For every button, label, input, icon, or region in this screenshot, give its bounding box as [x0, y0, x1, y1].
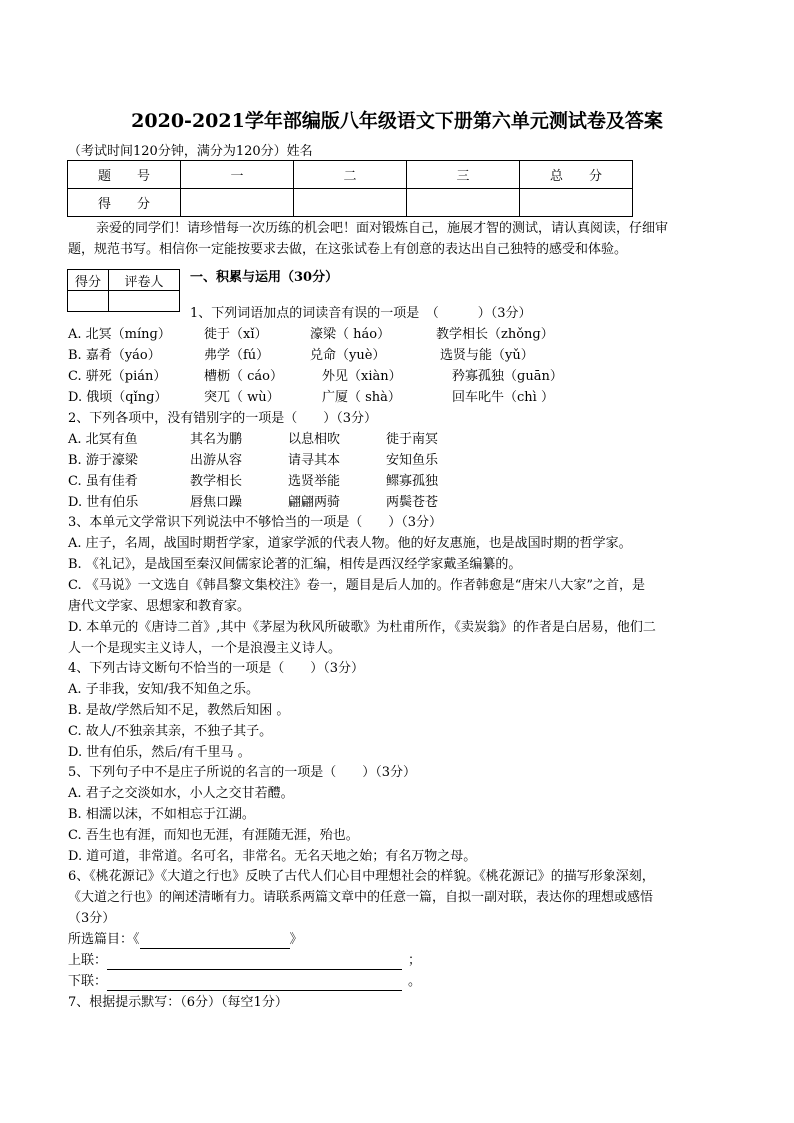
option-cell: 回车叱牛（chì ）: [452, 390, 554, 405]
chosen-article-label: 所选篇目：《: [68, 932, 140, 947]
option-cell: 弗学（fú）: [204, 348, 270, 363]
option-cell: 槽枥（ cáo）: [204, 369, 283, 384]
exam-info: （考试时间120分钟，满分为120分）姓名: [68, 144, 313, 159]
lower-couplet-label: 下联：: [68, 974, 108, 989]
option-cell: 外见（xiàn）: [322, 369, 402, 384]
lower-couplet-end: 。: [408, 974, 422, 989]
score-header-cell: 一: [181, 161, 294, 189]
option-cell: 徙于南冥: [386, 432, 439, 447]
option-cell: 翩翩两骑: [288, 495, 341, 510]
option-cell: 唇焦口躁: [190, 495, 243, 510]
option-line: C. 《马说》一文选自《韩昌黎文集校注》卷一，题目是后人加的。作者韩愈是“唐宋八大家”之首，是: [68, 578, 646, 593]
option-cell: C. 骈死（pián）: [68, 369, 167, 384]
option-cell: B. 游于濠梁: [68, 453, 138, 468]
upper-couplet-end: ；: [408, 953, 422, 968]
option-line: A. 庄子，名周，战国时期哲学家，道家学派的代表人物。他的好友惠施，也是战国时期的哲学家。: [68, 536, 632, 551]
score-header-cell: 题 号: [68, 161, 181, 189]
option-cell: 安知鱼乐: [386, 453, 439, 468]
section-title: 一、积累与运用（30分）: [190, 270, 339, 285]
upper-couplet-row: [68, 952, 421, 970]
option-cell: 选贤举能: [288, 474, 341, 489]
score-cell[interactable]: [520, 189, 633, 217]
option-cell: 鳏寡孤独: [386, 474, 439, 489]
option-cell: 出游从容: [190, 453, 243, 468]
option-cell: A. 北冥有鱼: [68, 432, 138, 447]
score-table: [67, 160, 633, 217]
option-cell: 请寻其本: [288, 453, 341, 468]
score-cell[interactable]: [407, 189, 520, 217]
option-cell: 其名为鹏: [190, 432, 243, 447]
question-stem: 《大道之行也》的阐述清晰有力。请联系两篇文章中的任意一篇，自拟一副对联，表达你的理想或感悟: [68, 890, 654, 905]
grader-table: [67, 269, 180, 312]
score-table-score-row: [68, 189, 633, 217]
question-stem: 4、下列古诗文断句不恰当的一项是（ ）（3分）: [68, 661, 365, 676]
upper-couplet-blank[interactable]: [107, 953, 402, 970]
option-cell: 以息相吹: [288, 432, 341, 447]
option-cell: D. 世有伯乐: [68, 495, 139, 510]
score-row-label: 得 分: [68, 189, 181, 217]
option-cell: 兑命（yuè）: [310, 348, 386, 363]
option-row: [68, 389, 563, 407]
score-header-cell: 三: [407, 161, 520, 189]
option-line: D. 世有伯乐，然后/有千里马 。: [68, 745, 251, 760]
grader-name-cell[interactable]: [109, 291, 180, 312]
option-line: A. 子非我，安知/我不知鱼之乐。: [68, 682, 260, 697]
option-line: C. 吾生也有涯，而知也无涯，有涯随无涯，殆也。: [68, 828, 359, 843]
score-header-cell: 二: [294, 161, 407, 189]
chosen-article-row: [68, 931, 303, 949]
option-cell: 徙于（xǐ）: [204, 327, 268, 342]
grader-score-cell[interactable]: [68, 291, 109, 312]
score-cell[interactable]: [294, 189, 407, 217]
option-line: C. 故人/不独亲其亲，不独子其子。: [68, 724, 273, 739]
chosen-article-end: 》: [289, 932, 303, 947]
option-line: D. 道可道，非常道。名可名，非常名。无名天地之始；有名万物之母。: [68, 849, 477, 864]
option-cell: 教学相长: [190, 474, 243, 489]
intro-line: 亲爱的同学们！请珍惜每一次历练的机会吧！面对锻炼自己，施展才智的测试，请认真阅读，仔细审: [96, 221, 669, 236]
option-line: A. 君子之交淡如水，小人之交甘若醴。: [68, 786, 294, 801]
question-stem: 5、下列句子中不是庄子所说的名言的一项是（ ）（3分）: [68, 765, 417, 780]
option-cell: 选贤与能（yǔ）: [440, 348, 534, 363]
question-stem: 6、《桃花源记》《大道之行也》反映了古代人们心目中理想社会的样貌。《桃花源记》的描写形象深刻，: [68, 869, 655, 884]
option-row: [68, 368, 563, 386]
lower-couplet-blank[interactable]: [107, 974, 402, 991]
option-cell: B. 嘉肴（yáo）: [68, 348, 161, 363]
option-cell: D. 俄顷（qǐnɡ）: [68, 390, 168, 405]
option-row: [68, 347, 563, 365]
option-row: [68, 452, 438, 470]
question-stem: 1、下列词语加点的词读音有误的一项是 （ ）（3分）: [190, 306, 532, 321]
option-cell: C. 虽有佳肴: [68, 474, 138, 489]
grader-name-label: 评卷人: [109, 270, 180, 291]
option-cell: 矜寡孤独（ɡuān）: [452, 369, 563, 384]
option-line: D. 本单元的《唐诗二首》,其中《茅屋为秋风所破歌》为杜甫所作，《卖炭翁》的作者是白居易，他们二: [68, 620, 656, 635]
question-stem: 3、本单元文学常识下列说法中不够恰当的一项是（ ）（3分）: [68, 515, 443, 530]
exam-title: 2020-2021学年部编版八年级语文下册第六单元测试卷及答案: [131, 110, 663, 132]
score-cell[interactable]: [181, 189, 294, 217]
option-line: B. 是故/学然后知不足，教然后知困 。: [68, 703, 290, 718]
option-cell: 教学相长（zhǒnɡ）: [436, 327, 554, 342]
option-line: 唐代文学家、思想家和教育家。: [68, 599, 251, 614]
option-row: [68, 494, 438, 512]
grader-score-label: 得分: [68, 270, 109, 291]
score-table-header-row: [68, 161, 633, 189]
option-row: [68, 326, 563, 344]
option-cell: 濠梁（ háo）: [310, 327, 391, 342]
option-line: B. 相濡以沫，不如相忘于江湖。: [68, 807, 255, 822]
option-cell: 突兀（ wù）: [204, 390, 280, 405]
intro-line: 题，规范书写。相信你一定能按要求去做，在这张试卷上有创意的表达出自己独特的感受和体验。: [68, 242, 628, 257]
upper-couplet-label: 上联：: [68, 953, 108, 968]
question-stem: 2、下列各项中，没有错别字的一项是（ ）（3分）: [68, 411, 378, 426]
score-header-cell: 总 分: [520, 161, 633, 189]
option-row: [68, 473, 438, 491]
question-stem: 7、根据提示默写：（6分）（每空1分）: [68, 995, 288, 1010]
option-cell: 广厦（ shà）: [322, 390, 401, 405]
option-row: [68, 431, 438, 449]
lower-couplet-row: [68, 973, 421, 991]
q1-options: [68, 326, 563, 407]
chosen-article-blank[interactable]: [140, 932, 290, 949]
q2-options: [68, 431, 438, 512]
option-cell: 两鬓苍苍: [386, 495, 439, 510]
question-stem: （3分）: [68, 911, 116, 926]
option-line: B. 《礼记》，是战国至秦汉间儒家论著的汇编，相传是西汉经学家戴圣编纂的。: [68, 557, 522, 572]
option-line: 人一个是现实主义诗人，一个是浪漫主义诗人。: [68, 641, 342, 656]
option-cell: A. 北冥（mínɡ）: [68, 327, 171, 342]
